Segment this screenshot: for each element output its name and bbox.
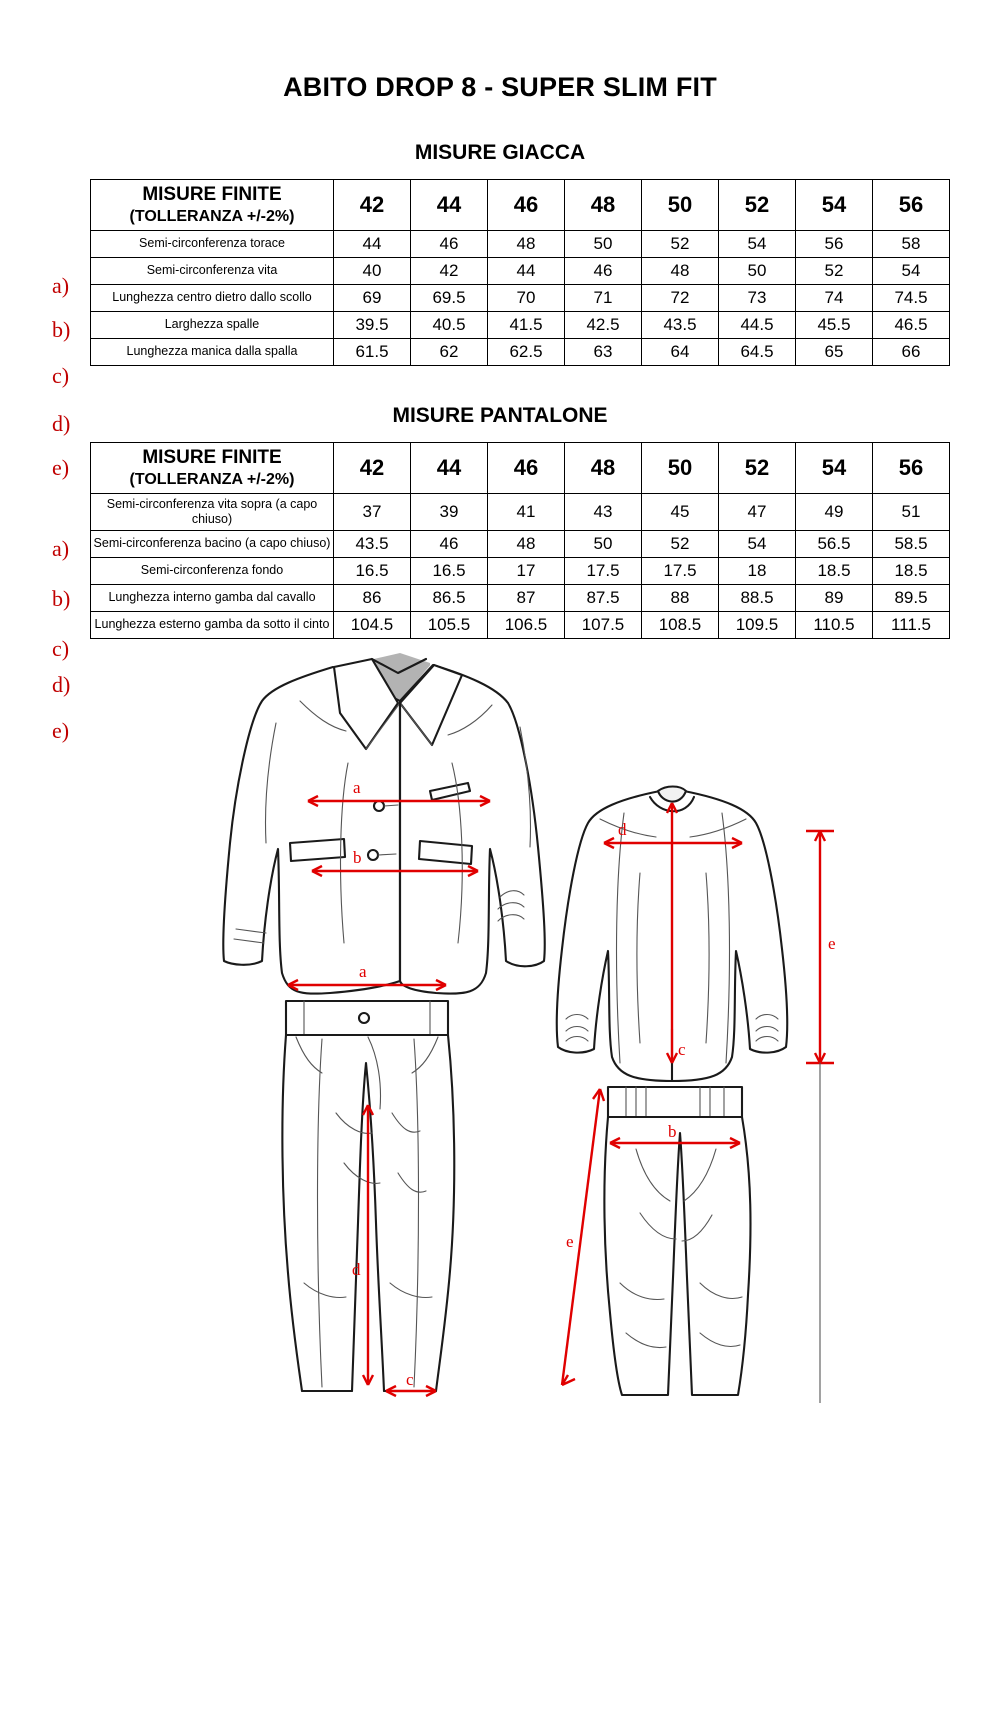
jacket-back-dim-e [806, 831, 836, 1063]
jacket-section-title: MISURE GIACCA [414, 141, 586, 164]
garment-illustrations [0, 643, 1000, 1403]
trousers-marker-d: d) [52, 671, 71, 697]
jacket-size-52: 52 [719, 180, 796, 231]
jacket-e-44: 62 [411, 338, 488, 365]
trousers-b-54: 56.5 [796, 530, 873, 557]
jacket-a-54: 56 [796, 230, 873, 257]
trousers-size-50: 50 [642, 442, 719, 493]
trousers-d-50: 88 [642, 584, 719, 611]
trousers-a-54: 49 [796, 493, 873, 530]
trousers-b-46: 48 [488, 530, 565, 557]
trousers-b-56: 58.5 [873, 530, 950, 557]
trousers-front-label-c: c [406, 1369, 414, 1389]
trousers-a-48: 43 [565, 493, 642, 530]
trousers-marker-c: c) [52, 635, 70, 661]
jacket-c-50: 72 [642, 284, 719, 311]
jacket-d-48: 42.5 [565, 311, 642, 338]
jacket-back-label-e: e [828, 933, 836, 953]
trousers-d-44: 86.5 [411, 584, 488, 611]
table-row [91, 493, 950, 530]
table-row [91, 257, 950, 284]
trousers-d-56: 89.5 [873, 584, 950, 611]
jacket-header-sub: (TOLLERANZA +/-2%) [129, 207, 295, 225]
jacket-a-42: 44 [334, 230, 411, 257]
trousers-e-56: 111.5 [873, 611, 950, 638]
trousers-front-label-a: a [359, 961, 367, 981]
trousers-measurements-table [90, 442, 950, 639]
trousers-d-42: 86 [334, 584, 411, 611]
trousers-marker-a: a) [52, 535, 70, 561]
jacket-b-50: 48 [642, 257, 719, 284]
trousers-a-42: 37 [334, 493, 411, 530]
jacket-header-label [91, 180, 334, 231]
trousers-d-46: 87 [488, 584, 565, 611]
trousers-header-label [91, 442, 334, 493]
jacket-e-52: 64.5 [719, 338, 796, 365]
table-header-row [91, 180, 950, 231]
jacket-d-46: 41.5 [488, 311, 565, 338]
jacket-c-46: 70 [488, 284, 565, 311]
trousers-c-56: 18.5 [873, 557, 950, 584]
trousers-size-56: 56 [873, 442, 950, 493]
jacket-size-44: 44 [411, 180, 488, 231]
trousers-row-label-c: Semi-circonferenza fondo [91, 557, 334, 584]
jacket-b-54: 52 [796, 257, 873, 284]
jacket-b-46: 44 [488, 257, 565, 284]
jacket-a-50: 52 [642, 230, 719, 257]
jacket-e-42: 61.5 [334, 338, 411, 365]
trousers-back-dim-e [562, 1089, 604, 1385]
trousers-c-46: 17 [488, 557, 565, 584]
trousers-marker-b: b) [52, 585, 71, 611]
jacket-b-52: 50 [719, 257, 796, 284]
jacket-size-42: 42 [334, 180, 411, 231]
trousers-e-52: 109.5 [719, 611, 796, 638]
jacket-c-54: 74 [796, 284, 873, 311]
jacket-c-48: 71 [565, 284, 642, 311]
jacket-header-main: MISURE FINITE [142, 184, 282, 205]
trousers-header-main: MISURE FINITE [142, 446, 282, 468]
jacket-row-label-c: Lunghezza centro dietro dallo scollo [91, 284, 334, 311]
trousers-size-44: 44 [411, 442, 488, 493]
trousers-c-42: 16.5 [334, 557, 411, 584]
trousers-back-label-e: e [566, 1231, 574, 1251]
table-row [91, 311, 950, 338]
jacket-size-50: 50 [642, 180, 719, 231]
trousers-b-50: 52 [642, 530, 719, 557]
jacket-d-44: 40.5 [411, 311, 488, 338]
jacket-c-52: 73 [719, 284, 796, 311]
jacket-c-42: 69 [334, 284, 411, 311]
jacket-d-54: 45.5 [796, 311, 873, 338]
jacket-back-label-c: c [678, 1039, 686, 1059]
jacket-back-label-d: d [618, 819, 627, 839]
trousers-c-54: 18.5 [796, 557, 873, 584]
jacket-c-44: 69.5 [411, 284, 488, 311]
trousers-row-label-a: Semi-circonferenza vita sopra (a capo chiuso) [91, 493, 334, 530]
jacket-size-48: 48 [565, 180, 642, 231]
jacket-row-label-a: Semi-circonferenza torace [91, 230, 334, 257]
jacket-front-illustration [223, 653, 545, 994]
jacket-b-48: 46 [565, 257, 642, 284]
trousers-back-label-b: b [668, 1121, 677, 1141]
jacket-a-46: 48 [488, 230, 565, 257]
trousers-row-label-b: Semi-circonferenza bacino (a capo chiuso) [91, 530, 334, 557]
jacket-d-52: 44.5 [719, 311, 796, 338]
trousers-a-50: 45 [642, 493, 719, 530]
trousers-back-illustration [604, 1087, 750, 1395]
jacket-a-56: 58 [873, 230, 950, 257]
table-row [91, 230, 950, 257]
jacket-a-48: 50 [565, 230, 642, 257]
jacket-front-label-b: b [353, 847, 362, 867]
jacket-b-42: 40 [334, 257, 411, 284]
trousers-e-42: 104.5 [334, 611, 411, 638]
trousers-header-sub: (TOLLERANZA +/-2%) [129, 470, 295, 488]
page-title: ABITO DROP 8 - SUPER SLIM FIT [283, 72, 717, 102]
trousers-b-44: 46 [411, 530, 488, 557]
jacket-size-54: 54 [796, 180, 873, 231]
jacket-e-50: 64 [642, 338, 719, 365]
jacket-marker-e: e) [52, 455, 70, 480]
jacket-marker-d: d) [52, 411, 71, 436]
trousers-e-46: 106.5 [488, 611, 565, 638]
trousers-c-48: 17.5 [565, 557, 642, 584]
jacket-row-label-e: Lunghezza manica dalla spalla [91, 338, 334, 365]
trousers-a-44: 39 [411, 493, 488, 530]
trousers-e-44: 105.5 [411, 611, 488, 638]
trousers-marker-e: e) [52, 717, 70, 743]
trousers-c-50: 17.5 [642, 557, 719, 584]
trousers-size-54: 54 [796, 442, 873, 493]
trousers-e-48: 107.5 [565, 611, 642, 638]
jacket-d-50: 43.5 [642, 311, 719, 338]
trousers-size-46: 46 [488, 442, 565, 493]
trousers-section-title: MISURE PANTALONE [392, 403, 608, 427]
trousers-b-52: 54 [719, 530, 796, 557]
trousers-c-44: 16.5 [411, 557, 488, 584]
jacket-a-44: 46 [411, 230, 488, 257]
table-row [91, 530, 950, 557]
trousers-row-label-e: Lunghezza esterno gamba da sotto il cinto [91, 611, 334, 638]
trousers-d-52: 88.5 [719, 584, 796, 611]
trousers-table-block [52, 442, 932, 743]
jacket-marker-a: a) [52, 273, 70, 298]
jacket-b-44: 42 [411, 257, 488, 284]
jacket-marker-c: c) [52, 363, 70, 388]
trousers-d-54: 89 [796, 584, 873, 611]
jacket-row-label-b: Semi-circonferenza vita [91, 257, 334, 284]
trousers-b-48: 50 [565, 530, 642, 557]
table-row [91, 557, 950, 584]
table-row [91, 338, 950, 365]
trousers-e-54: 110.5 [796, 611, 873, 638]
jacket-e-54: 65 [796, 338, 873, 365]
trousers-a-46: 41 [488, 493, 565, 530]
jacket-e-56: 66 [873, 338, 950, 365]
jacket-d-56: 46.5 [873, 311, 950, 338]
table-row [91, 584, 950, 611]
trousers-size-42: 42 [334, 442, 411, 493]
table-header-row [91, 442, 950, 493]
trousers-d-48: 87.5 [565, 584, 642, 611]
jacket-size-46: 46 [488, 180, 565, 231]
jacket-e-48: 63 [565, 338, 642, 365]
trousers-front-label-d: d [352, 1259, 361, 1279]
jacket-row-label-d: Larghezza spalle [91, 311, 334, 338]
jacket-marker-b: b) [52, 317, 71, 342]
trousers-c-52: 18 [719, 557, 796, 584]
jacket-b-56: 54 [873, 257, 950, 284]
jacket-front-label-a: a [353, 777, 361, 797]
trousers-size-48: 48 [565, 442, 642, 493]
trousers-e-50: 108.5 [642, 611, 719, 638]
jacket-size-56: 56 [873, 180, 950, 231]
trousers-row-label-d: Lunghezza interno gamba dal cavallo [91, 584, 334, 611]
trousers-size-52: 52 [719, 442, 796, 493]
jacket-e-46: 62.5 [488, 338, 565, 365]
jacket-measurements-table [90, 179, 950, 366]
trousers-a-52: 47 [719, 493, 796, 530]
jacket-c-56: 74.5 [873, 284, 950, 311]
size-chart-page [0, 72, 1000, 1732]
trousers-a-56: 51 [873, 493, 950, 530]
table-row [91, 284, 950, 311]
jacket-a-52: 54 [719, 230, 796, 257]
trousers-b-42: 43.5 [334, 530, 411, 557]
jacket-d-42: 39.5 [334, 311, 411, 338]
table-row [91, 611, 950, 638]
